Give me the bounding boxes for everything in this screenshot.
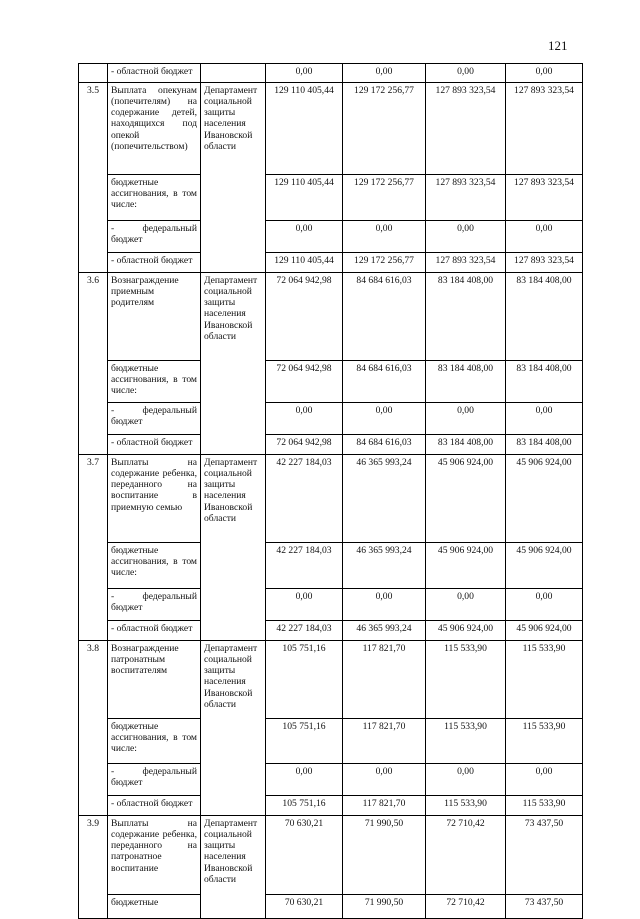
- value-cell: 0,00: [266, 64, 343, 83]
- value-cell: 83 184 408,00: [426, 273, 506, 361]
- value-cell: 115 533,90: [426, 719, 506, 764]
- value-cell: 70 630,21: [266, 816, 343, 895]
- value-cell: 46 365 993,24: [343, 455, 426, 543]
- measure-name: Выплаты на содержание ребенка, переданного на патронатное воспитание: [108, 816, 201, 895]
- value-cell: 42 227 184,03: [266, 455, 343, 543]
- value-cell: 84 684 616,03: [343, 273, 426, 361]
- measure-name: Выплата опекунам (попечителям) на содержание детей, находящихся под опекой (попечительством): [108, 83, 201, 175]
- value-cell: 0,00: [506, 589, 583, 621]
- measure-name: Выплаты на содержание ребенка, переданного на воспитание в приемную семью: [108, 455, 201, 543]
- value-cell: 0,00: [426, 764, 506, 796]
- value-cell: 45 906 924,00: [506, 621, 583, 641]
- funding-source-label: бюджетные ассигнования, в том числе:: [108, 175, 201, 221]
- table-row-funding-source: [79, 253, 583, 273]
- funding-source-label: бюджетные ассигнования, в том числе:: [108, 543, 201, 589]
- value-cell: 129 172 256,77: [343, 175, 426, 221]
- value-cell: 129 172 256,77: [343, 83, 426, 175]
- table-row-funding-source: [79, 621, 583, 641]
- row-number: 3.9: [79, 816, 108, 919]
- value-cell: 0,00: [266, 221, 343, 253]
- empty-num-cell: [79, 64, 108, 83]
- value-cell: 115 533,90: [426, 641, 506, 719]
- funding-source-label: - областной бюджет: [108, 253, 201, 273]
- value-cell: 115 533,90: [506, 641, 583, 719]
- value-cell: 46 365 993,24: [343, 621, 426, 641]
- funding-source-label: бюджетные: [108, 895, 201, 919]
- value-cell: 0,00: [506, 764, 583, 796]
- value-cell: 0,00: [266, 764, 343, 796]
- value-cell: 83 184 408,00: [506, 361, 583, 403]
- value-cell: 71 990,50: [343, 816, 426, 895]
- value-cell: 115 533,90: [426, 796, 506, 816]
- table-row-funding-source: [79, 764, 583, 796]
- value-cell: 72 064 942,98: [266, 273, 343, 361]
- funding-source-label: - федеральный бюджет: [108, 764, 201, 796]
- value-cell: 72 710,42: [426, 816, 506, 895]
- value-cell: 73 437,50: [506, 816, 583, 895]
- value-cell: 45 906 924,00: [426, 543, 506, 589]
- value-cell: 127 893 323,54: [426, 253, 506, 273]
- table-row-funding-source: [79, 403, 583, 435]
- table-row-measure: [79, 83, 583, 175]
- value-cell: 129 110 405,44: [266, 253, 343, 273]
- value-cell: 117 821,70: [343, 641, 426, 719]
- value-cell: 0,00: [426, 221, 506, 253]
- table-row-funding-source: [79, 589, 583, 621]
- table-row-funding-source: [79, 796, 583, 816]
- value-cell: 0,00: [266, 589, 343, 621]
- value-cell: 129 110 405,44: [266, 83, 343, 175]
- funding-source-label: - областной бюджет: [108, 435, 201, 455]
- table-row-measure: [79, 455, 583, 543]
- value-cell: 127 893 323,54: [426, 175, 506, 221]
- value-cell: 127 893 323,54: [506, 83, 583, 175]
- value-cell: 0,00: [506, 221, 583, 253]
- table-row-regional-budget: [79, 64, 583, 83]
- value-cell: 72 064 942,98: [266, 435, 343, 455]
- value-cell: 45 906 924,00: [506, 543, 583, 589]
- value-cell: 42 227 184,03: [266, 621, 343, 641]
- page-number: 121: [548, 38, 568, 53]
- row-number: 3.6: [79, 273, 108, 455]
- value-cell: 45 906 924,00: [426, 621, 506, 641]
- table-row-measure: [79, 273, 583, 361]
- value-cell: 42 227 184,03: [266, 543, 343, 589]
- value-cell: 105 751,16: [266, 719, 343, 764]
- value-cell: 45 906 924,00: [506, 455, 583, 543]
- department-name: Департамент социальной защиты населения Ивановской области: [201, 273, 266, 455]
- value-cell: 46 365 993,24: [343, 543, 426, 589]
- table-row-measure: [79, 816, 583, 895]
- table-row-funding-source: [79, 221, 583, 253]
- row-number: 3.8: [79, 641, 108, 816]
- value-cell: 70 630,21: [266, 895, 343, 919]
- table-row-funding-source: [79, 361, 583, 403]
- department-name: Департамент социальной защиты населения Ивановской области: [201, 455, 266, 641]
- value-cell: 115 533,90: [506, 796, 583, 816]
- value-cell: 0,00: [426, 589, 506, 621]
- table-row-funding-source: [79, 175, 583, 221]
- value-cell: 117 821,70: [343, 796, 426, 816]
- value-cell: 0,00: [266, 403, 343, 435]
- row-number: 3.5: [79, 83, 108, 273]
- value-cell: 0,00: [343, 764, 426, 796]
- value-cell: 105 751,16: [266, 641, 343, 719]
- value-cell: 115 533,90: [506, 719, 583, 764]
- value-cell: 0,00: [343, 221, 426, 253]
- table-row-funding-source: [79, 719, 583, 764]
- funding-source-label: бюджетные ассигнования, в том числе:: [108, 719, 201, 764]
- value-cell: 127 893 323,54: [426, 83, 506, 175]
- row-number: 3.7: [79, 455, 108, 641]
- funding-source-label: - федеральный бюджет: [108, 221, 201, 253]
- value-cell: 84 684 616,03: [343, 361, 426, 403]
- value-cell: 72 064 942,98: [266, 361, 343, 403]
- value-cell: 83 184 408,00: [506, 273, 583, 361]
- value-cell: 73 437,50: [506, 895, 583, 919]
- funding-source-label: - федеральный бюджет: [108, 589, 201, 621]
- value-cell: 127 893 323,54: [506, 175, 583, 221]
- measure-name: Вознаграждение приемным родителям: [108, 273, 201, 361]
- value-cell: 83 184 408,00: [506, 435, 583, 455]
- value-cell: 0,00: [426, 403, 506, 435]
- value-cell: 83 184 408,00: [426, 435, 506, 455]
- value-cell: 84 684 616,03: [343, 435, 426, 455]
- department-name: Департамент социальной защиты населения Ивановской области: [201, 83, 266, 273]
- value-cell: 0,00: [343, 403, 426, 435]
- value-cell: 0,00: [426, 64, 506, 83]
- table-row-funding-source: [79, 435, 583, 455]
- department-name: Департамент социальной защиты населения Ивановской области: [201, 641, 266, 816]
- funding-source-label: - областной бюджет: [108, 621, 201, 641]
- table-body: [79, 64, 583, 919]
- funding-source-label: - областной бюджет: [108, 796, 201, 816]
- value-cell: 71 990,50: [343, 895, 426, 919]
- funding-source-label: - федеральный бюджет: [108, 403, 201, 435]
- value-cell: 0,00: [506, 64, 583, 83]
- empty-dept-cell: [201, 64, 266, 83]
- table-row-funding-source: [79, 895, 583, 919]
- table-row-measure: [79, 641, 583, 719]
- value-cell: 129 110 405,44: [266, 175, 343, 221]
- budget-table: [78, 63, 583, 919]
- measure-name: Вознаграждение патронатным воспитателям: [108, 641, 201, 719]
- value-cell: 117 821,70: [343, 719, 426, 764]
- value-cell: 45 906 924,00: [426, 455, 506, 543]
- value-cell: 105 751,16: [266, 796, 343, 816]
- value-cell: 83 184 408,00: [426, 361, 506, 403]
- value-cell: 0,00: [343, 589, 426, 621]
- value-cell: 0,00: [506, 403, 583, 435]
- value-cell: 127 893 323,54: [506, 253, 583, 273]
- department-name: Департамент социальной защиты населения Ивановской области: [201, 816, 266, 919]
- value-cell: 0,00: [343, 64, 426, 83]
- funding-source-label: - областной бюджет: [108, 64, 201, 83]
- value-cell: 72 710,42: [426, 895, 506, 919]
- value-cell: 129 172 256,77: [343, 253, 426, 273]
- funding-source-label: бюджетные ассигнования, в том числе:: [108, 361, 201, 403]
- table-row-funding-source: [79, 543, 583, 589]
